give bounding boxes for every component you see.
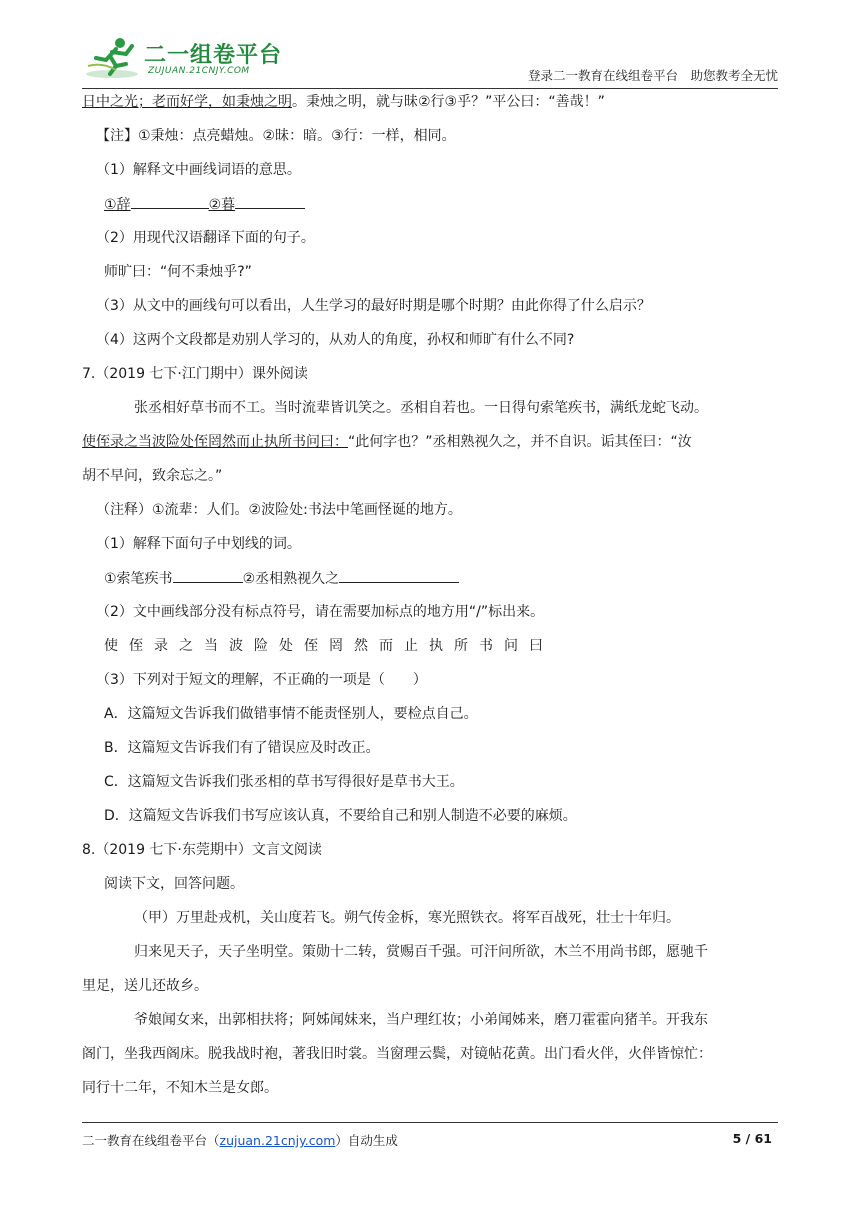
- runner-logo-icon: [82, 36, 142, 80]
- passage-line: 归来见天子，天子坐明堂。策勋十二转，赏赐百千强。可汗问所欲，木兰不用尚书郎，愿驰千: [134, 944, 708, 960]
- passage-line: 里足，送儿还故乡。: [82, 978, 208, 994]
- question-3: （3）从文中的画线句可以看出，人生学习的最好时期是哪个时期？由此你得了什么启示？: [96, 298, 651, 314]
- passage-line: 张丞相好草书而不工。当时流辈皆讥笑之。丞相自若也。一日得句索笔疾书，满纸龙蛇飞动。: [134, 400, 708, 416]
- option-b[interactable]: B．这篇短文告诉我们有了错误应及时改正。: [104, 740, 380, 756]
- footer-prefix: 二一教育在线组卷平台（: [82, 1133, 220, 1148]
- answer-blank[interactable]: [173, 568, 243, 583]
- question-3: （3）下列对于短文的理解，不正确的一项是（ ）: [96, 672, 427, 688]
- text-span: 。秉烛之明，就与昧②行③乎？”平公曰：“善哉！”: [292, 94, 605, 110]
- question-2: （2）用现代汉语翻译下面的句子。: [96, 230, 315, 246]
- text-span: “此何字也？”丞相熟视久之，并不自识。诟其侄曰：“汝: [348, 434, 692, 450]
- phrase-1: ①索笔疾书: [104, 571, 173, 587]
- passage-line: 同行十二年，不知木兰是女郎。: [82, 1080, 278, 1096]
- logo-title: 二一组卷平台: [144, 43, 283, 68]
- underlined-phrase: 使侄录之当波险处侄罔然而止执所书问曰：: [82, 434, 348, 450]
- header-slogan: 登录二一教育在线组卷平台 助您教考全无忧: [527, 68, 778, 83]
- problem-8-heading: 8.（2019 七下·东莞期中）文言文阅读: [82, 842, 322, 858]
- page-footer: [82, 1122, 778, 1153]
- question-1: （1）解释文中画线词语的意思。: [96, 162, 301, 178]
- question-1: （1）解释下面句子中划线的词。: [96, 536, 301, 552]
- annotation-note: 【注】①秉烛：点亮蜡烛。②昧：暗。③行：一样，相同。: [96, 128, 456, 144]
- passage-line: 胡不早问，致余忘之。”: [82, 468, 223, 484]
- footer-source: [82, 1131, 398, 1149]
- word-ci: ①辞: [104, 197, 131, 213]
- quote-sentence: 师旷曰：“何不秉烛乎?”: [104, 264, 252, 280]
- phrase-2: ②丞相熟视久之: [242, 571, 340, 587]
- footer-link[interactable]: zujuan.21cnjy.com: [219, 1133, 336, 1148]
- question-2: （2）文中画线部分没有标点符号，请在需要加标点的地方用“/”标出来。: [96, 604, 545, 620]
- answer-line-1: [104, 194, 305, 215]
- word-mu: ②暮: [208, 197, 236, 213]
- passage-line: [82, 432, 692, 452]
- answer-blank[interactable]: [235, 194, 305, 209]
- passage-line: 阁门，坐我西阁床。脱我战时袍，著我旧时裳。当窗理云鬓，对镜帖花黄。出门看火伴，火伴皆惊忙：: [82, 1046, 712, 1062]
- footer-suffix: ）自动生成: [335, 1133, 398, 1148]
- page-header: [82, 30, 778, 89]
- answer-blank[interactable]: [339, 568, 459, 583]
- logo-subtitle: ZUJUAN.21CNJY.COM: [148, 66, 250, 76]
- answer-line-2: [104, 568, 459, 589]
- answer-blank[interactable]: [131, 194, 209, 209]
- option-c[interactable]: C．这篇短文告诉我们张丞相的草书写得很好是草书大王。: [104, 774, 464, 790]
- page-number: 5 / 61: [732, 1131, 772, 1146]
- logo[interactable]: [82, 36, 292, 80]
- text-line: [82, 92, 605, 112]
- option-a[interactable]: A．这篇短文告诉我们做错事情不能责怪别人，要检点自己。: [104, 706, 478, 722]
- problem-7-heading: 7.（2019 七下·江门期中）课外阅读: [82, 366, 308, 382]
- passage-line: 爷娘闻女来，出郭相扶将；阿姊闻妹来，当户理红妆；小弟闻姊来，磨刀霍霍向猪羊。开我东: [134, 1012, 708, 1028]
- question-4: （4）这两个文段都是劝别人学习的，从劝人的角度，孙权和师旷有什么不同?: [96, 332, 575, 348]
- passage-line: （甲）万里赴戎机，关山度若飞。朔气传金柝，寒光照铁衣。将军百战死，壮士十年归。: [134, 910, 680, 926]
- unpunctuated-sentence: 使侄录之当波险处侄罔然而止执所书问曰: [104, 638, 554, 654]
- option-d[interactable]: D．这篇短文告诉我们书写应该认真，不要给自己和别人制造不必要的麻烦。: [104, 808, 577, 824]
- instruction: 阅读下文，回答问题。: [104, 876, 244, 892]
- underlined-phrase: 日中之光；老而好学，如秉烛之明: [82, 94, 292, 110]
- annotation-note: （注释）①流辈：人们。②波险处:书法中笔画怪诞的地方。: [96, 502, 462, 518]
